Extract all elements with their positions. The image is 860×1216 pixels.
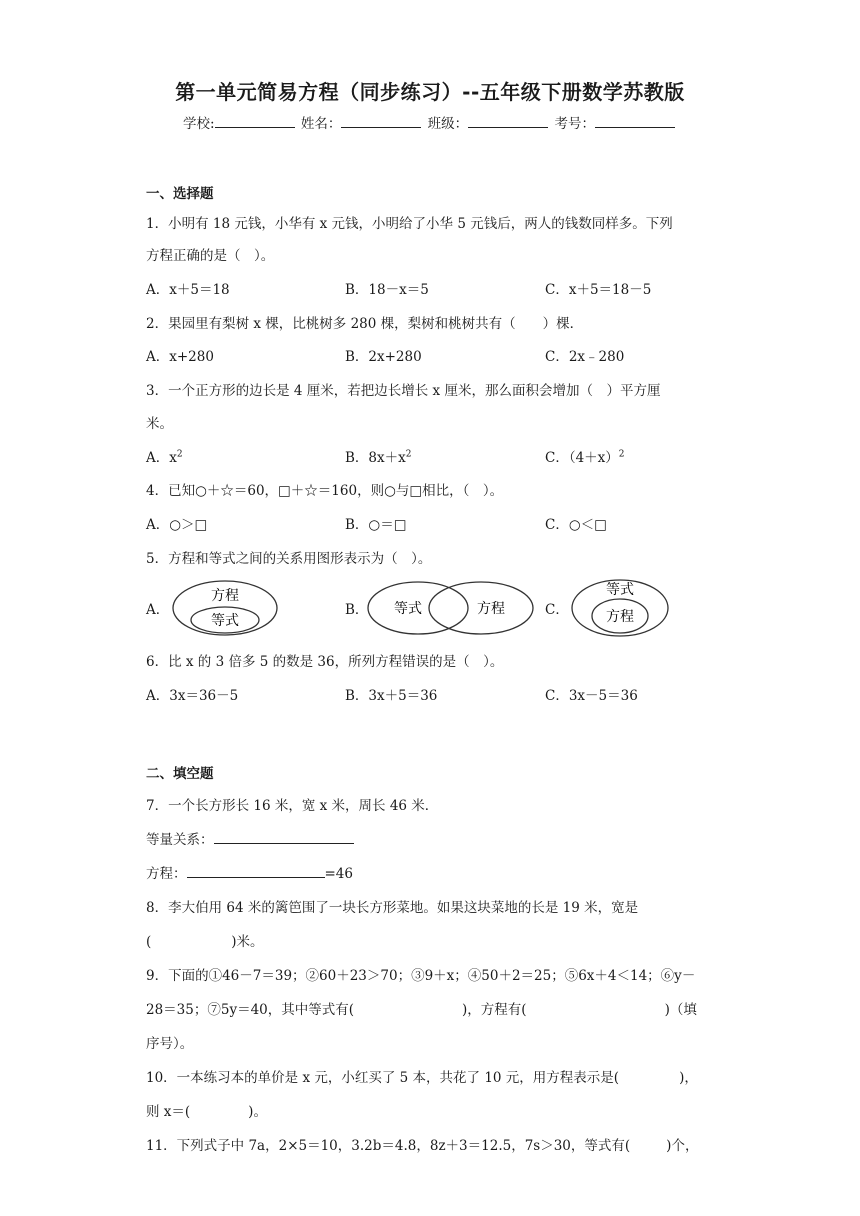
q7-equation-blank[interactable] [187, 865, 325, 878]
q6-line1: 6．比 x 的 3 倍多 5 的数是 36，所列方程错误的是（ ）。 [146, 654, 504, 670]
q6-option-c[interactable]: C．3x－5＝36 [545, 688, 638, 704]
q7-equation-label: 方程： [146, 866, 187, 882]
q2-option-b[interactable]: B．2x+280 [345, 349, 422, 365]
name-label: 姓名： [300, 116, 342, 132]
q2-option-c[interactable]: C．2x﹣280 [545, 349, 625, 365]
q11-text-b: )个， [666, 1138, 699, 1154]
q10-text-b: )， [679, 1070, 698, 1086]
q11-text-a: 11．下列式子中 7a，2×5＝10，3.2b＝4.8，8z＋3＝12.5，7s＞30，等式有( [146, 1138, 631, 1154]
q10-line2 [146, 1100, 267, 1120]
q4-option-a[interactable]: A．○＞□ [146, 517, 208, 533]
venn-b-dengshi-text: 等式 [394, 601, 422, 617]
class-label: 班级： [427, 116, 469, 132]
q6-option-a[interactable]: A．3x＝36－5 [146, 688, 239, 704]
q3-line1: 3．一个正方形的边长是 4 厘米，若把边长增长 x 厘米，那么面积会增加（ ）平方厘 [146, 383, 661, 399]
q9-text-c: )（填 [664, 1002, 697, 1018]
q5-option-a-label[interactable]: A． [146, 602, 170, 618]
name-blank[interactable] [341, 115, 421, 128]
q7-relation-label: 等量关系： [146, 832, 214, 848]
q3-option-c[interactable] [545, 446, 625, 466]
q5-option-b-diagram[interactable] [366, 578, 536, 638]
q4-option-c[interactable]: C．○＜□ [545, 517, 607, 533]
q3-option-a-exponent: 2 [176, 449, 183, 460]
q1-option-a[interactable]: A．x＋5＝18 [146, 282, 230, 298]
q3-option-b-exponent: 2 [405, 449, 412, 460]
q8-unit: )米。 [231, 934, 264, 950]
q9-line3: 序号）。 [146, 1036, 194, 1052]
q10-text-d: )。 [248, 1104, 267, 1120]
q4-line1: 4．已知○＋☆＝60，□＋☆＝160，则○与□相比，（ ）。 [146, 483, 504, 499]
q9-line2 [146, 998, 697, 1018]
q4-option-b[interactable]: B．○＝□ [345, 517, 407, 533]
q1-line2: 方程正确的是（ ）。 [146, 248, 275, 264]
q3-line2: 米。 [146, 416, 173, 432]
q10-text-c: 则 x＝( [146, 1104, 191, 1120]
venn-c-fangcheng-text: 方程 [606, 609, 634, 625]
q9-line1: 9．下面的①46－7＝39；②60＋23＞70；③9＋x；④50＋2＝25；⑤6x＋4＜14；⑥y－ [146, 968, 696, 984]
q7-line2 [146, 828, 354, 848]
page-title: 第一单元简易方程（同步练习）--五年级下册数学苏教版 [175, 80, 685, 104]
school-label: 学校: [183, 116, 215, 132]
exam-number-label: 考号： [554, 116, 595, 132]
q11-line1 [146, 1134, 698, 1154]
q8-line2 [146, 930, 264, 950]
q10-text-a: 10．一本练习本的单价是 x 元，小红买了 5 本，共花了 10 元，用方程表示是( [146, 1070, 620, 1086]
q9-text-a: 28＝35；⑦5y＝40，其中等式有( [146, 1002, 355, 1018]
q5-option-c-diagram[interactable] [570, 578, 670, 640]
q1-option-b[interactable]: B．18－x＝5 [345, 282, 429, 298]
q1-line1: 1．小明有 18 元钱，小华有 x 元钱，小明给了小华 5 元钱后，两人的钱数同样多。下列 [146, 216, 673, 232]
q7-line3 [146, 862, 353, 882]
q5-option-a-diagram[interactable] [170, 578, 280, 638]
school-blank[interactable] [215, 115, 295, 128]
q3-option-a[interactable] [146, 446, 183, 466]
q7-line1: 7．一个长方形长 16 米，宽 x 米，周长 46 米． [146, 798, 439, 814]
q9-text-b: )，方程有( [462, 1002, 527, 1018]
q3-option-b-text: B．8x＋x [345, 450, 406, 466]
q5-option-c-label[interactable]: C． [545, 602, 569, 618]
q3-option-c-text: C．（4＋x） [545, 450, 619, 466]
q6-option-b[interactable]: B．3x＋5＝36 [345, 688, 438, 704]
venn-a-fangcheng-text: 方程 [211, 588, 239, 604]
q2-line1: 2．果园里有梨树 x 棵，比桃树多 280 棵，梨树和桃树共有（ ）棵． [146, 316, 584, 332]
q10-line1 [146, 1066, 698, 1086]
q7-equation-tail: =46 [324, 866, 353, 882]
student-info-line [0, 112, 860, 132]
q1-option-c[interactable]: C．x＋5＝18－5 [545, 282, 652, 298]
venn-a-dengshi-text: 等式 [211, 613, 239, 629]
q2-option-a[interactable]: A．x+280 [146, 349, 214, 365]
q5-option-b-label[interactable]: B． [345, 602, 369, 618]
q3-option-b[interactable] [345, 446, 411, 466]
q8-open-paren: ( [146, 934, 152, 950]
section-fill-heading: 二、填空题 [146, 766, 214, 782]
venn-b-fangcheng-text: 方程 [477, 601, 505, 617]
q8-line1: 8．李大伯用 64 米的篱笆围了一块长方形菜地。如果这块菜地的长是 19 米，宽是 [146, 900, 639, 916]
exam-number-blank[interactable] [595, 115, 675, 128]
venn-c-dengshi-text: 等式 [606, 582, 634, 598]
section-choice-heading: 一、选择题 [146, 186, 214, 202]
q3-option-a-text: A．x [146, 450, 177, 466]
q3-option-c-exponent: 2 [618, 449, 625, 460]
q7-relation-blank[interactable] [214, 831, 354, 844]
q5-line1: 5．方程和等式之间的关系用图形表示为（ ）。 [146, 551, 432, 567]
class-blank[interactable] [468, 115, 548, 128]
